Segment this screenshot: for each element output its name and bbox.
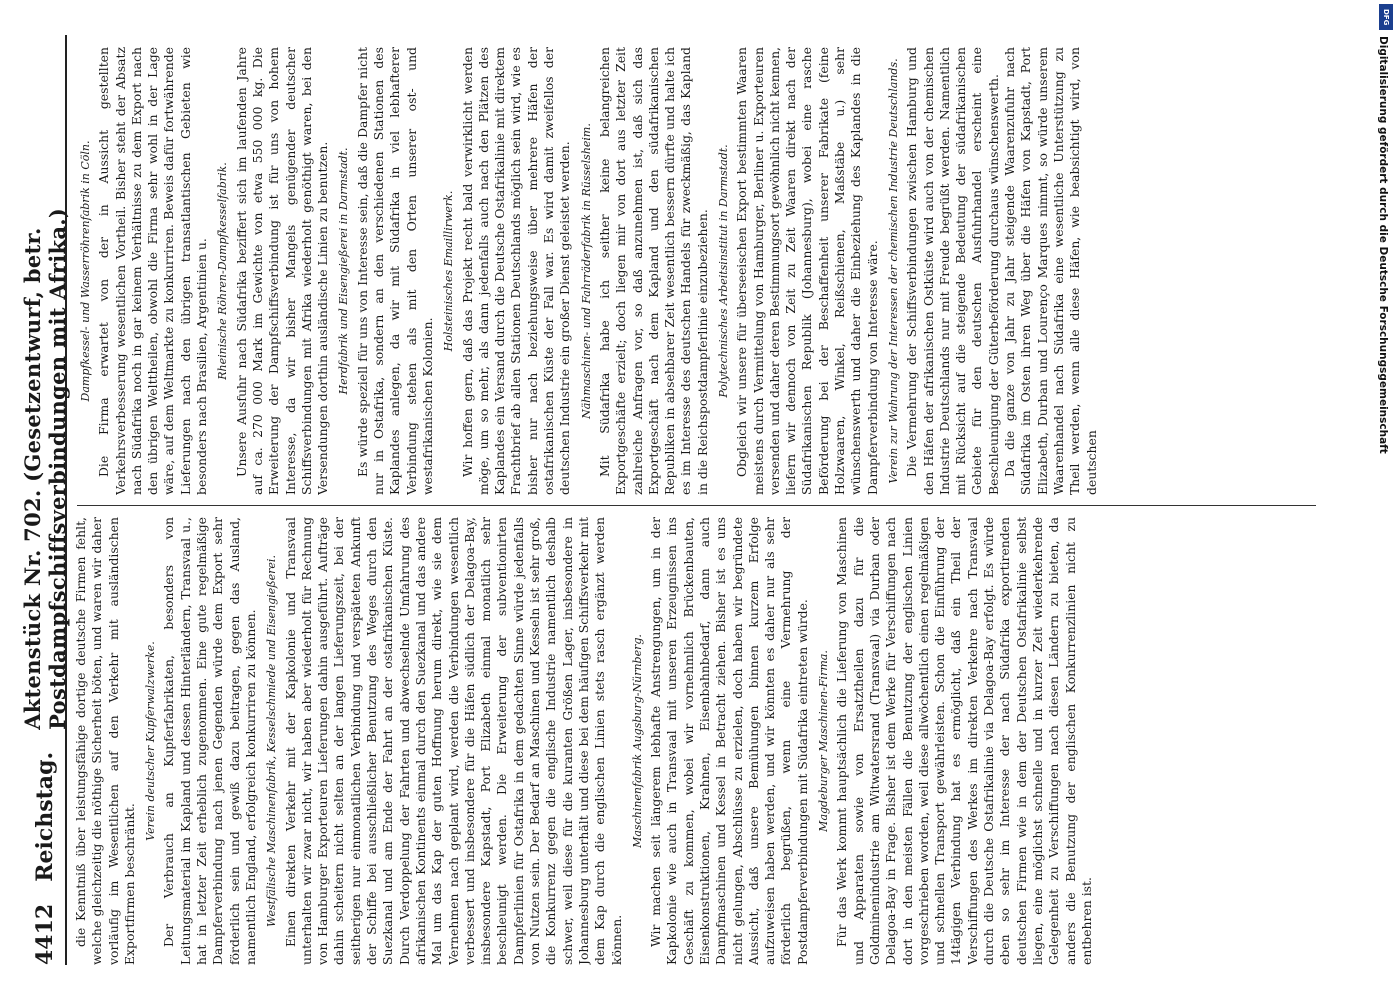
paragraph: Die Vermehrung der Schiffsverbindungen zwischen Hamburg und den Häfen der afrikanischen Ostküste wird auch von der chemischen Industrie Deutschlands nur mit Freude begrüßt werden. Namentlich mit Rücksicht auf die steigende Bedeutung der südafrikanischen Gebiete für den deutschen Ausfuhrhandel erscheint eine Beschleunigung der Güterbeförderung durchaus wünschenswerth. bbox=[904, 47, 1001, 495]
section-heading: Herdfabrik und Eisengießerei in Darmstadt. bbox=[337, 147, 351, 395]
page-title: Aktenstück Nr. 702. (Gesetzentwurf, betr. Postdampfschiffsverbindungen mit Afrika.) bbox=[20, 207, 70, 730]
section-heading: Maschinenfabrik Augsburg-Nürnberg. bbox=[630, 634, 644, 848]
section-heading: Rheinische Röhren-Dampfkesselfabrik. bbox=[216, 162, 230, 380]
paragraph: Obgleich wir unsere für überseeischen Export bestimmten Waaren meistens durch Vermittelung von Hamburger, Berliner u. Exporteuren versenden und daher deren Bestimmungsort gewöhnlich nicht kennen, liefern wir dennoch von Zeit zu Zeit Waaren direkt nach der Südafrikanischen Republik (Johannesburg), wobei eine rasche Beförderung bei der Beschaffenheit unserer Fabrikate (feine Holzwaaren, Winkel, Reißschienen, Maßstäbe u.) sehr wünschenswerth und daher die Einbeziehung des Kaplandes in die Dampferverbindung von Interesse wäre. bbox=[734, 47, 880, 495]
section-heading: Holsteinisches Emaillirwerk. bbox=[442, 190, 456, 352]
section-heading: Polytechnisches Arbeitsinstitut in Darmstadt. bbox=[716, 144, 730, 398]
paragraph: Wir hoffen gern, daß das Projekt recht bald verwirklicht werden möge, um so mehr, als dann jedenfalls auch nach den Plätzen des Kaplandes ein Versand durch die Deutsche Ostafrikalinie mit direktem Frachtbrief ab allen Stationen Deutschlands möglich sein wird, wie es bisher nur nach beziehungsweise über mehrere Häfen der ostafrikanischen Küste der Fall war. Es wird damit zweifellos der deutschen Industrie ein großer Dienst geleistet werden. bbox=[459, 47, 573, 495]
paragraph: Für das Werk kommt hauptsächlich die Lieferung von Maschinen und Apparaten sowie von Ersatztheilen dazu für die Goldminenindustrie am Witwatersrand (Transvaal) via Durban oder Delagoa-Bay in Frage. Bisher ist dem Werke für Verschiffungen nach dort in den meisten Fällen die Benutzung der englischen Linien vorgeschrieben worden, weil diese allwöchentlich einen regelmäßigen und schnellen Transport gewährleisten. Schon die Einführung der 14tägigen Verbindung hat es ermöglicht, daß ein Theil der Verschiffungen des Werkes im direkten Verkehre nach Transvaal durch die Deutsche Ostafrikalinie via Delagoa-Bay erfolgt. Es würde eben so sehr im Interesse der nach Südafrika exportirenden deutschen Firmen wie in dem der Deutschen Ostafrikalinie selbst liegen, eine möglichst schnelle und in kurzer Zeit wiederkehrende Gelegenheit zu Verschiffungen nach diesen Ländern zu bieten, da anders die Benutzung der englischen Konkurrenzlinien nicht zu entbehren ist. bbox=[834, 517, 1094, 965]
page-number: 4412 bbox=[32, 903, 58, 965]
section-heading: Westfälische Maschinenfabrik, Kesselschmiede und Eisengießerei. bbox=[265, 555, 279, 927]
section-heading: Nähmaschinen- und Fahrräderfabrik in Rüsselsheim. bbox=[579, 123, 593, 419]
paragraph: Mit Südafrika habe ich seither keine belangreichen Exportgeschäfte erzielt; doch liegen mir von dort aus letzter Zeit zahlreiche Anfragen vor, so daß anzunehmen ist, daß sich das Exportgeschäft nach dem Kapland und den südafrikanischen Republiken in absehbarer Zeit wesentlich bessern dürfte und halte ich es im Interesse des deutschen Handels für zweckmäßig, das Kapland in die Reichspostdampferlinie einzubeziehen. bbox=[596, 47, 710, 495]
paragraph: Einen direkten Verkehr mit der Kapkolonie und Transvaal unterhalten wir zwar nicht, wir haben aber wiederholt für Rechnung von Hamburger Exporteuren Lieferungen dahin ausgeführt. Aufträge dahin scheitern nicht selten an der langen Lieferungszeit, bei der seitherigen nur einmonatlichen Verbindung und verspäteten Ankunft der Schiffe bei ausschließlicher Benutzung des Weges durch den Suezkanal und am Ende der Fahrt an der ostafrikanischen Küste. Durch Verdoppelung der Fahrten und abwechselnde Umfahrung des afrikanischen Kontinents einmal durch den Suezkanal und das andere Mal um das Kap der guten Hoffnung herum direkt, wie sie dem Vernehmen nach geplant wird, werden die Verbindungen wesentlich verbessert und insbesondere für die Häfen südlich der Delagoa-Bay, insbesondere Kapstadt, Port Elizabeth einmal monatlich sehr beschleunigt werden. Die Erweiterung der subventionirten Dampferlinien für Ostafrika in dem gedachten Sinne würde jedenfalls von Nutzen sein. Der Bedarf an Maschinen und Kesseln ist sehr groß, die Konkurrenz gegen die englische Industrie namentlich deshalb schwer, weil diese für die kuranten Größen Lager, insbesondere in Johannesburg unterhält und diese bei dem häufigen Schiffsverkehr mit dem Kap durch die englischen Linien stets rasch ergänzt werden können. bbox=[282, 517, 624, 965]
paragraph: Die Firma erwartet von der in Aussicht gestellten Verkehrsverbesserung wesentlichen Vortheil. Bisher steht der Absatz nach Südafrika noch in gar keinem Verhältnisse zu dem Export nach den übrigen Welttheilen, obwohl die Firma sehr wohl in der Lage wäre, auf dem Weltmarkte zu konkurriren. Beweis dafür fortwährende Lieferungen nach den übrigen transatlantischen Gebieten wie besonders nach Brasilien, Argentinien u. bbox=[96, 47, 210, 495]
paragraph: Da die ganze von Jahr zu Jahr steigende Waarenzufuhr nach Südafrika im Osten ihren Weg über die Häfen von Kapstadt, Port Elizabeth, Durban und Lourenço Marques nimmt, so würde unserem Waarenhandel nach Südafrika eine wesentliche Unterstützung zu Theil werden, wenn alle diese Häfen, wie beabsichtigt wird, von deutschen bbox=[1002, 47, 1099, 495]
column-divider bbox=[77, 505, 1316, 506]
paragraph: Unsere Ausfuhr nach Südafrika beziffert sich im laufenden Jahre auf ca. 270 000 Mark im Gewichte von etwa 550 000 kg. Die Erweiterung der Dampfschiffsverbindung ist für uns von hohem Interesse, da wir bisher Mangels genügender deutscher Schiffsverbindungen mit Afrika wiederholt genöthigt waren, bei den Versendungen dorthin ausländische Linien zu benutzen. bbox=[233, 47, 331, 495]
running-title: Reichstag. bbox=[32, 751, 58, 882]
paragraph: die Kenntniß über leistungsfähige dortige deutsche Firmen fehlt, welche gleichzeitig die nöthige Sicherheit böten, und waren wir daher vorläufig im Wesentlichen auf den Verkehr mit ausländischen Exportfirmen beschränkt. bbox=[73, 517, 137, 965]
paragraph: Es würde speziell für uns von Interesse sein, daß die Dampfer nicht nur in Ostafrika, sondern an den verschiedenen Stationen des Kaplandes anlegen, da wir mit Südafrika in viel lebhafterer Verbindung stehen als mit den Orten unserer ost- und westafrikanischen Kolonien. bbox=[354, 47, 435, 495]
paragraph: Der Verbrauch an Kupferfabrikaten, besonders von Leitungsmaterial im Kapland und dessen Hinterländern, Transvaal u., hat in letzter Zeit erheblich zugenommen. Eine gute regelmäßige Dampferverbindung nach jenen Gegenden würde dem Export sehr förderlich sein und gewiß dazu beitragen, gegen das Ausland, namentlich England, erfolgreich konkurriren zu können. bbox=[161, 517, 258, 965]
dfg-logo: DFG bbox=[1379, 4, 1393, 30]
section-heading: Magdeburger Maschinen-Firma. bbox=[817, 650, 831, 832]
digitization-credit: Digitalisierung gefördert durch die Deutsche Forschungsgemeinschaft bbox=[1377, 36, 1389, 454]
page-header bbox=[20, 35, 70, 965]
section-heading: Dampfkessel- und Wasserröhrenfabrik in Cöln. bbox=[79, 140, 92, 402]
section-heading: Verein deutscher Kupferwalzwerke. bbox=[144, 641, 158, 841]
left-column bbox=[73, 517, 1320, 965]
section-heading: Verein zur Wahrung der Interessen der chemischen Industrie Deutschlands. bbox=[886, 58, 900, 484]
paragraph: Wir machen seit längerem lebhafte Anstrengungen, um in der Kapkolonie wie auch in Transvaal mit unseren Erzeugnissen ins Geschäft zu kommen, wobei wir vornehmlich Brückenbauten, Eisenkonstruktionen, Krahnen, Eisenbahnbedarf, dann auch Dampfmaschinen und Kessel in Betracht ziehen. Bisher ist es uns nicht gelungen, Abschlüsse zu erzielen, doch haben wir begründete Aussicht, daß unsere Bemühungen binnen kurzem Erfolge aufzuweisen haben werden, und wir könnten es daher nur als sehr förderlich begrüßen, wenn eine Vermehrung der Postdampferverbindungen mit Südafrika eintreten würde. bbox=[648, 517, 810, 965]
right-column bbox=[73, 47, 1320, 495]
dfg-credit bbox=[1377, 4, 1391, 694]
document-page bbox=[20, 35, 1320, 965]
